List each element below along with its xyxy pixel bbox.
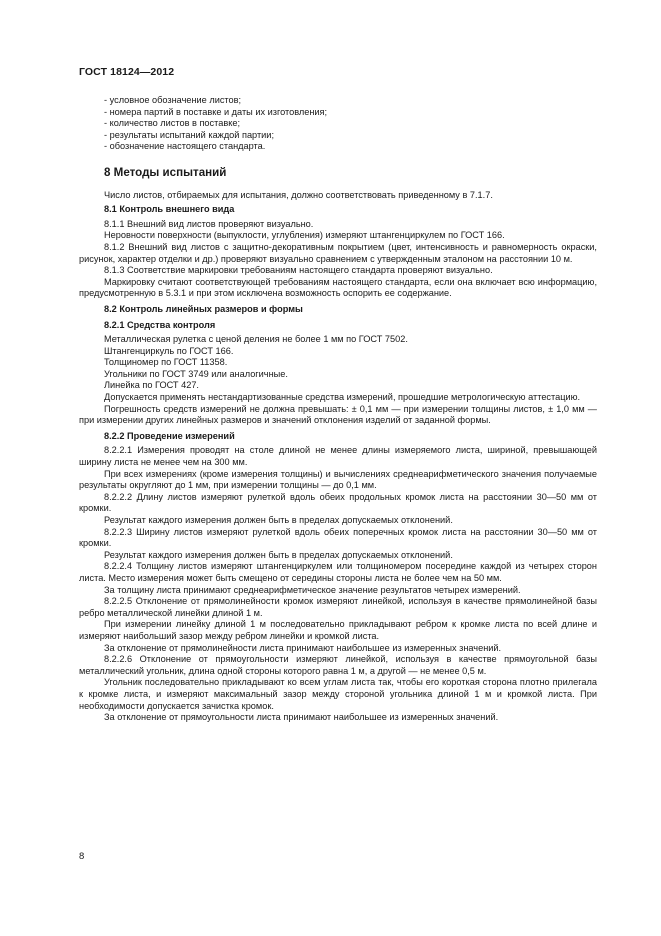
subsection-heading: 8.1 Контроль внешнего вида bbox=[104, 204, 235, 215]
paragraph: За отклонение от прямоугольности листа принимают наибольшее из измеренных значений. bbox=[104, 712, 499, 723]
page-header-title: ГОСТ 18124—2012 bbox=[79, 66, 175, 78]
paragraph: 8.2.2.4 Толщину листов измеряют штангенциркулем или толщиномером посередине каждой из четырех сторон листа. Место измерения может быть смещено от середины стороны листа не более чем на 50 мм. bbox=[79, 561, 597, 583]
paragraph: 8.1.3 Соответствие маркировки требованиям настоящего стандарта проверяют визуально. bbox=[104, 265, 493, 276]
paragraph: Результат каждого измерения должен быть в пределах допускаемых отклонений. bbox=[104, 515, 453, 525]
paragraph: 8.1.1 Внешний вид листов проверяют визуально. bbox=[104, 218, 314, 229]
subsection-heading: 8.2.2 Проведение измерений bbox=[104, 430, 235, 441]
paragraph: Допускается применять нестандартизованные средства измерений, прошедшие метрологическую аттестацию. bbox=[104, 392, 581, 403]
paragraph: 8.2.2.6 Отклонение от прямоугольности измеряют линейкой, используя в качестве прямоугольной базы металлический угольник, длина одной стороны которого равна 1 м, а другой — не менее 0,5 м. bbox=[79, 654, 597, 676]
paragraph: Линейка по ГОСТ 427. bbox=[104, 380, 199, 391]
paragraph: При всех измерениях (кроме измерения толщины) и вычислениях среднеарифметического значения получаемые результаты округляют до 1 мм, при измерении толщины — до 0,1 мм. bbox=[79, 468, 597, 491]
paragraph: За толщину листа принимают среднеарифметическое значение результатов четырех измерений. bbox=[104, 584, 521, 595]
paragraph: Неровности поверхности (выпуклости, углубления) измеряют штангенциркулем по ГОСТ 166. bbox=[104, 230, 505, 241]
list-item: - условное обозначение листов; bbox=[104, 95, 242, 105]
paragraph: 8.2.2.3 Ширину листов измеряют рулеткой вдоль обеих поперечных кромок листа на расстоянии 30—50 мм от кромки. bbox=[79, 526, 597, 549]
list-item: - количество листов в поставке; bbox=[104, 118, 240, 129]
list-item: - номера партий в поставке и даты их изготовления; bbox=[104, 106, 328, 117]
paragraph: Результат каждого измерения должен быть в пределах допускаемых отклонений. bbox=[104, 549, 453, 560]
paragraph: Металлическая рулетка с ценой деления не более 1 мм по ГОСТ 7502. bbox=[104, 334, 408, 345]
page-number: 8 bbox=[79, 851, 85, 862]
paragraph: Угольники по ГОСТ 3749 или аналогичные. bbox=[104, 368, 288, 379]
paragraph: Число листов, отбираемых для испытания, должно соответствовать приведенному в 7.1.7. bbox=[104, 189, 493, 200]
paragraph: 8.2.2.1 Измерения проводят на столе длиной не менее длины измеряемого листа, шириной, превышающей ширину листа не менее чем на 300 мм. bbox=[79, 445, 597, 468]
paragraph: Угольник последовательно прикладывают ко всем углам листа так, чтобы его короткая сторона плотно прилегала к кромке листа, и измеряют максимальный зазор между стороной угольника длиной 1 м и кромкой листа. При необходимости допускается зачистка кромок. bbox=[79, 677, 597, 711]
paragraph: 8.2.2.5 Отклонение от прямолинейности кромок измеряют линейкой, используя в качестве прямолинейной базы ребро металлической линейки длиной 1 м. bbox=[79, 596, 597, 618]
section-heading: 8 Методы испытаний bbox=[104, 165, 227, 179]
paragraph: 8.2.2.2 Длину листов измеряют рулеткой вдоль обеих продольных кромок листа на расстоянии 30—50 мм от кромки. bbox=[79, 491, 597, 514]
list-item: - обозначение настоящего стандарта. bbox=[104, 141, 266, 152]
paragraph: Толщиномер по ГОСТ 11358. bbox=[104, 357, 228, 368]
subsection-heading: 8.2 Контроль линейных размеров и формы bbox=[104, 303, 303, 314]
document-body bbox=[79, 95, 597, 724]
paragraph: Штангенциркуль по ГОСТ 166. bbox=[104, 345, 234, 356]
paragraph: Маркировку считают соответствующей требованиям настоящего стандарта, если она включает всю информацию, предусмотренную в 5.3.1 и при этом исключена возможность оспорить ее содержание. bbox=[79, 276, 597, 299]
paragraph: За отклонение от прямолинейности листа принимают наибольшее из измеренных значений. bbox=[104, 642, 502, 653]
paragraph: 8.1.2 Внешний вид листов с защитно-декоративным покрытием (цвет, интенсивность и равномерность окраски, рисунок, характер отделки и др.) проверяют визуально сравнением с утвержденным эталоном на расстоянии 10 м. bbox=[79, 241, 597, 264]
subsection-heading: 8.2.1 Средства контроля bbox=[104, 319, 216, 330]
list-item: - результаты испытаний каждой партии; bbox=[104, 129, 274, 140]
paragraph: При измерении линейку длиной 1 м последовательно прикладывают ребром к кромке листа по всей длине и измеряют наибольший зазор между ребром линейки и кромкой листа. bbox=[79, 619, 597, 641]
paragraph: Погрешность средств измерений не должна превышать: ± 0,1 мм — при измерении толщины листов, ± 1,0 мм — при измерении других линейных размеров и значений отклонения изделий от заданной формы. bbox=[79, 403, 597, 426]
